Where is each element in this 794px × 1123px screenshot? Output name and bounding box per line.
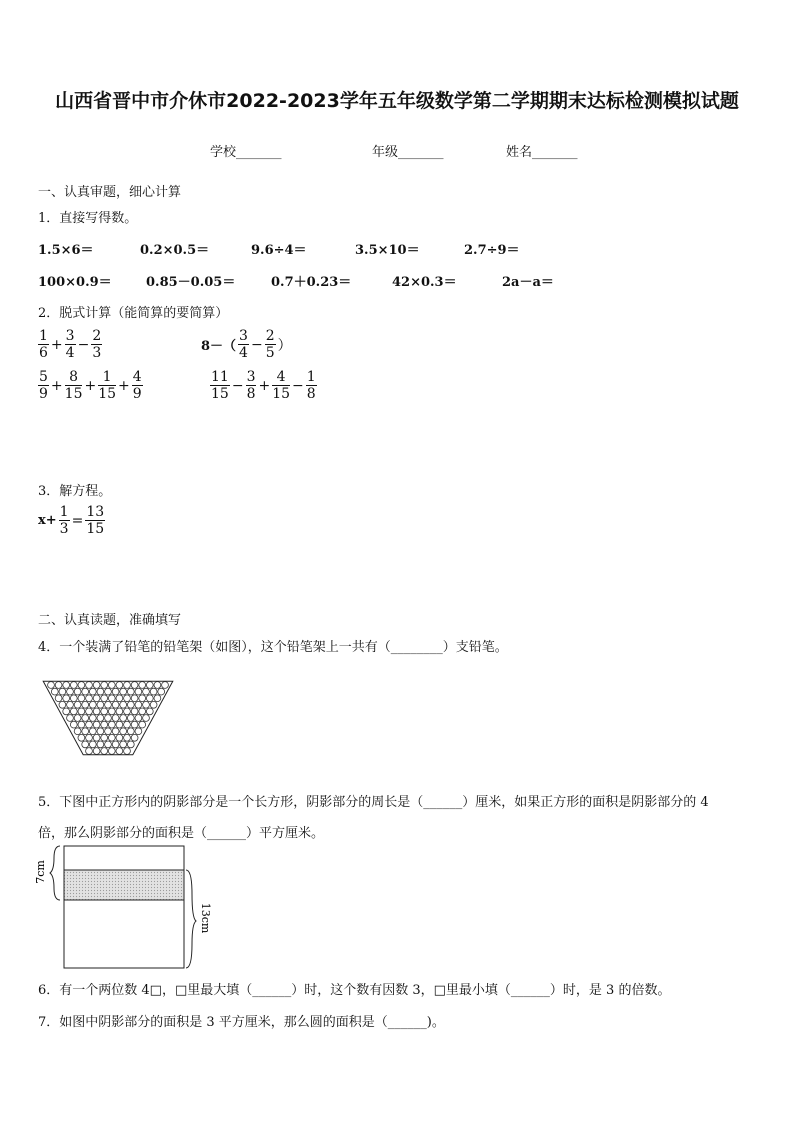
- brace-7cm: [50, 846, 60, 900]
- pencil-end: [124, 682, 131, 689]
- pencil-end: [97, 701, 104, 708]
- pencil-end: [86, 748, 93, 755]
- grade-field: 年级_______: [372, 145, 444, 160]
- pencil-end: [101, 721, 108, 728]
- pencil-end: [124, 695, 131, 702]
- pencil-end: [124, 748, 131, 755]
- fraction: $\frac{3}{4}$: [239, 328, 248, 361]
- pencil-end: [97, 728, 104, 735]
- expression-1: $\frac{1}{6}$ + $\frac{3}{4}$ − $\frac{2}{3}$: [39, 328, 102, 361]
- fraction: $\frac{2}{3}$: [92, 328, 102, 361]
- pencil-end: [78, 721, 85, 728]
- pencil-end: [131, 695, 138, 702]
- expression-3: $\frac{5}{9}$ + $\frac{8}{15}$ + $\frac{1}{15}$ + $\frac{4}{9}$: [39, 369, 142, 402]
- pencil-end: [108, 748, 115, 755]
- pencil-end: [82, 741, 89, 748]
- question-2-label: 2．脱式计算（能简算的要简算）: [38, 306, 229, 321]
- calc-item: 3.5×10＝: [355, 243, 420, 258]
- pencil-end: [116, 708, 123, 715]
- pencil-end: [63, 708, 70, 715]
- question-4-text: 4．一个装满了铅笔的铅笔架（如图），这个铅笔架上一共有（________）支铅笔。: [38, 640, 508, 655]
- calc-item: 2a－a＝: [502, 275, 554, 290]
- fraction: $\frac{1}{8}$: [306, 369, 316, 402]
- pencil-end: [112, 715, 119, 722]
- pencil-end: [105, 701, 112, 708]
- pencil-end: [101, 748, 108, 755]
- question-5-line-1: 5．下图中正方形内的阴影部分是一个长方形，阴影部分的周长是（______）厘米，如果正方形的面积是阴影部分的 4: [38, 795, 709, 810]
- pencil-end: [127, 741, 134, 748]
- pencil-end: [63, 695, 70, 702]
- pencil-end: [108, 734, 115, 741]
- pencil-end: [116, 748, 123, 755]
- pencil-end: [131, 721, 138, 728]
- pencil-end: [105, 715, 112, 722]
- pencil-end: [93, 708, 100, 715]
- pencil-end: [124, 721, 131, 728]
- pencil-end: [162, 682, 169, 689]
- pencil-end: [120, 715, 127, 722]
- pencil-end: [89, 688, 96, 695]
- fraction: $\frac{5}{9}$: [39, 369, 48, 402]
- pencil-end: [97, 741, 104, 748]
- calc-item: 9.6÷4＝: [251, 243, 307, 258]
- pencil-end: [150, 688, 157, 695]
- pencil-end: [146, 682, 153, 689]
- pencil-end: [82, 688, 89, 695]
- pencil-end: [59, 701, 66, 708]
- pencil-end: [97, 715, 104, 722]
- pencil-end: [120, 741, 127, 748]
- pencil-end: [74, 701, 81, 708]
- fraction: $\frac{1}{3}$: [59, 504, 69, 537]
- pencil-end: [70, 695, 77, 702]
- pencil-end: [86, 721, 93, 728]
- pencil-end: [105, 741, 112, 748]
- pencil-end: [139, 682, 146, 689]
- pencil-end: [78, 708, 85, 715]
- pencil-end: [55, 682, 62, 689]
- name-field: 姓名_______: [506, 145, 578, 160]
- calc-item: 2.7÷9＝: [464, 243, 520, 258]
- pencil-end: [86, 734, 93, 741]
- pencil-end: [135, 715, 142, 722]
- pencil-end: [135, 688, 142, 695]
- fraction: $\frac{3}{4}$: [65, 328, 75, 361]
- pencil-end: [116, 695, 123, 702]
- pencil-end: [89, 741, 96, 748]
- fraction: $\frac{13}{15}$: [86, 504, 105, 537]
- pencil-end: [78, 734, 85, 741]
- expression-2: 8－（ $\frac{3}{4}$ − $\frac{2}{5}$ ）: [201, 328, 292, 361]
- pencil-end: [116, 734, 123, 741]
- pencil-end: [74, 728, 81, 735]
- question-5-line-2: 倍，那么阴影部分的面积是（______）平方厘米。: [38, 826, 325, 841]
- pencil-end: [93, 695, 100, 702]
- pencil-end: [101, 734, 108, 741]
- pencil-end: [139, 708, 146, 715]
- pencil-end: [127, 728, 134, 735]
- pencil-end: [116, 682, 123, 689]
- section-1-heading: 一、认真审题，细心计算: [38, 185, 182, 200]
- pencil-end: [82, 715, 89, 722]
- fraction: $\frac{1}{6}$: [39, 328, 48, 361]
- pencil-end: [51, 688, 58, 695]
- pencil-end: [143, 701, 150, 708]
- calc-item: 1.5×6＝: [38, 243, 94, 258]
- pencil-end: [48, 682, 55, 689]
- fraction: $\frac{3}{8}$: [246, 369, 256, 402]
- fraction: $\frac{4}{9}$: [132, 369, 142, 402]
- calc-item: 0.7＋0.23＝: [271, 275, 352, 290]
- label-13cm: 13cm: [199, 902, 212, 934]
- brace-13cm: [186, 870, 196, 968]
- pencil-end: [93, 734, 100, 741]
- square-outline: [64, 846, 184, 968]
- pencil-end: [124, 708, 131, 715]
- pencil-end: [139, 721, 146, 728]
- school-field: 学校_______: [210, 145, 282, 160]
- pencil-end: [150, 701, 157, 708]
- pencil-end: [143, 688, 150, 695]
- pencil-end: [101, 682, 108, 689]
- pencil-end: [89, 715, 96, 722]
- pencil-end: [70, 708, 77, 715]
- pencil-end: [70, 721, 77, 728]
- fraction: $\frac{11}{15}$: [211, 369, 229, 402]
- pencil-end: [154, 695, 161, 702]
- pencil-end: [131, 734, 138, 741]
- pencil-end: [120, 728, 127, 735]
- pencil-end: [70, 682, 77, 689]
- pencil-end: [127, 715, 134, 722]
- question-1-label: 1．直接写得数。: [38, 211, 138, 226]
- pencil-end: [146, 695, 153, 702]
- expression-4: $\frac{11}{15}$ − $\frac{3}{8}$ + $\frac{4}{15}$ − $\frac{1}{8}$: [211, 369, 316, 402]
- pencil-end: [89, 728, 96, 735]
- question-3-label: 3．解方程。: [38, 484, 112, 499]
- calc-item: 0.2×0.5＝: [140, 243, 210, 258]
- pencil-end: [93, 748, 100, 755]
- pencil-end: [86, 695, 93, 702]
- calc-item: 100×0.9＝: [38, 275, 112, 290]
- pencil-end: [116, 721, 123, 728]
- pencil-end: [67, 688, 74, 695]
- pencil-end: [112, 701, 119, 708]
- section-2-heading: 二、认真读题，准确填写: [38, 613, 182, 628]
- page-title: 山西省晋中市介休市2022-2023学年五年级数学第二学期期末达标检测模拟试题: [55, 90, 739, 112]
- pencil-end: [78, 682, 85, 689]
- pencil-end: [67, 715, 74, 722]
- pencil-end: [135, 728, 142, 735]
- shaded-rectangle: [64, 870, 184, 900]
- pencil-end: [82, 701, 89, 708]
- fraction: $\frac{4}{15}$: [272, 369, 291, 402]
- pencil-end: [120, 688, 127, 695]
- pencil-end: [101, 708, 108, 715]
- pencil-end: [154, 682, 161, 689]
- pencil-end: [86, 708, 93, 715]
- question-7-text: 7．如图中阴影部分的面积是 3 平方厘米，那么圆的面积是（______)。: [38, 1015, 445, 1030]
- pencil-end: [139, 695, 146, 702]
- pencil-end: [131, 682, 138, 689]
- pencil-end: [74, 715, 81, 722]
- pencil-end: [55, 695, 62, 702]
- pencil-end: [74, 688, 81, 695]
- pencil-end: [89, 701, 96, 708]
- equation: x+ $\frac{1}{3}$ = $\frac{13}{15}$: [38, 504, 105, 537]
- pencil-end: [93, 721, 100, 728]
- question-6-text: 6．有一个两位数 4□，□里最大填（______）时，这个数有因数 3，□里最小填（______）时，是 3 的倍数。: [38, 983, 671, 998]
- fraction: $\frac{8}{15}$: [64, 369, 83, 402]
- pencil-end: [97, 688, 104, 695]
- pencil-end: [146, 708, 153, 715]
- calc-item: 42×0.3＝: [392, 275, 457, 290]
- pencil-end: [93, 682, 100, 689]
- pencil-end: [82, 728, 89, 735]
- pencil-end: [112, 688, 119, 695]
- pencil-end: [101, 695, 108, 702]
- pencil-end: [59, 688, 66, 695]
- pencil-end: [112, 741, 119, 748]
- fraction: $\frac{2}{5}$: [265, 328, 275, 361]
- pencil-end: [63, 682, 70, 689]
- pencil-end: [143, 715, 150, 722]
- pencil-end: [158, 688, 165, 695]
- pencil-end: [127, 688, 134, 695]
- pencil-end: [108, 708, 115, 715]
- pencil-end: [120, 701, 127, 708]
- pencil-end: [108, 721, 115, 728]
- pencil-end: [108, 682, 115, 689]
- calc-item: 0.85－0.05＝: [146, 275, 236, 290]
- pencil-end: [131, 708, 138, 715]
- pencil-end: [108, 695, 115, 702]
- fraction: $\frac{1}{15}$: [98, 369, 117, 402]
- pencil-end: [105, 728, 112, 735]
- pencil-end: [112, 728, 119, 735]
- square-figure: [36, 844, 216, 972]
- pencil-end: [124, 734, 131, 741]
- pencil-end: [127, 701, 134, 708]
- pencil-end: [135, 701, 142, 708]
- pencil-end: [67, 701, 74, 708]
- label-7cm: 7cm: [34, 860, 47, 884]
- pencil-end: [105, 688, 112, 695]
- pencil-end: [86, 682, 93, 689]
- pencil-end: [78, 695, 85, 702]
- pencil-rack-figure: [44, 680, 174, 760]
